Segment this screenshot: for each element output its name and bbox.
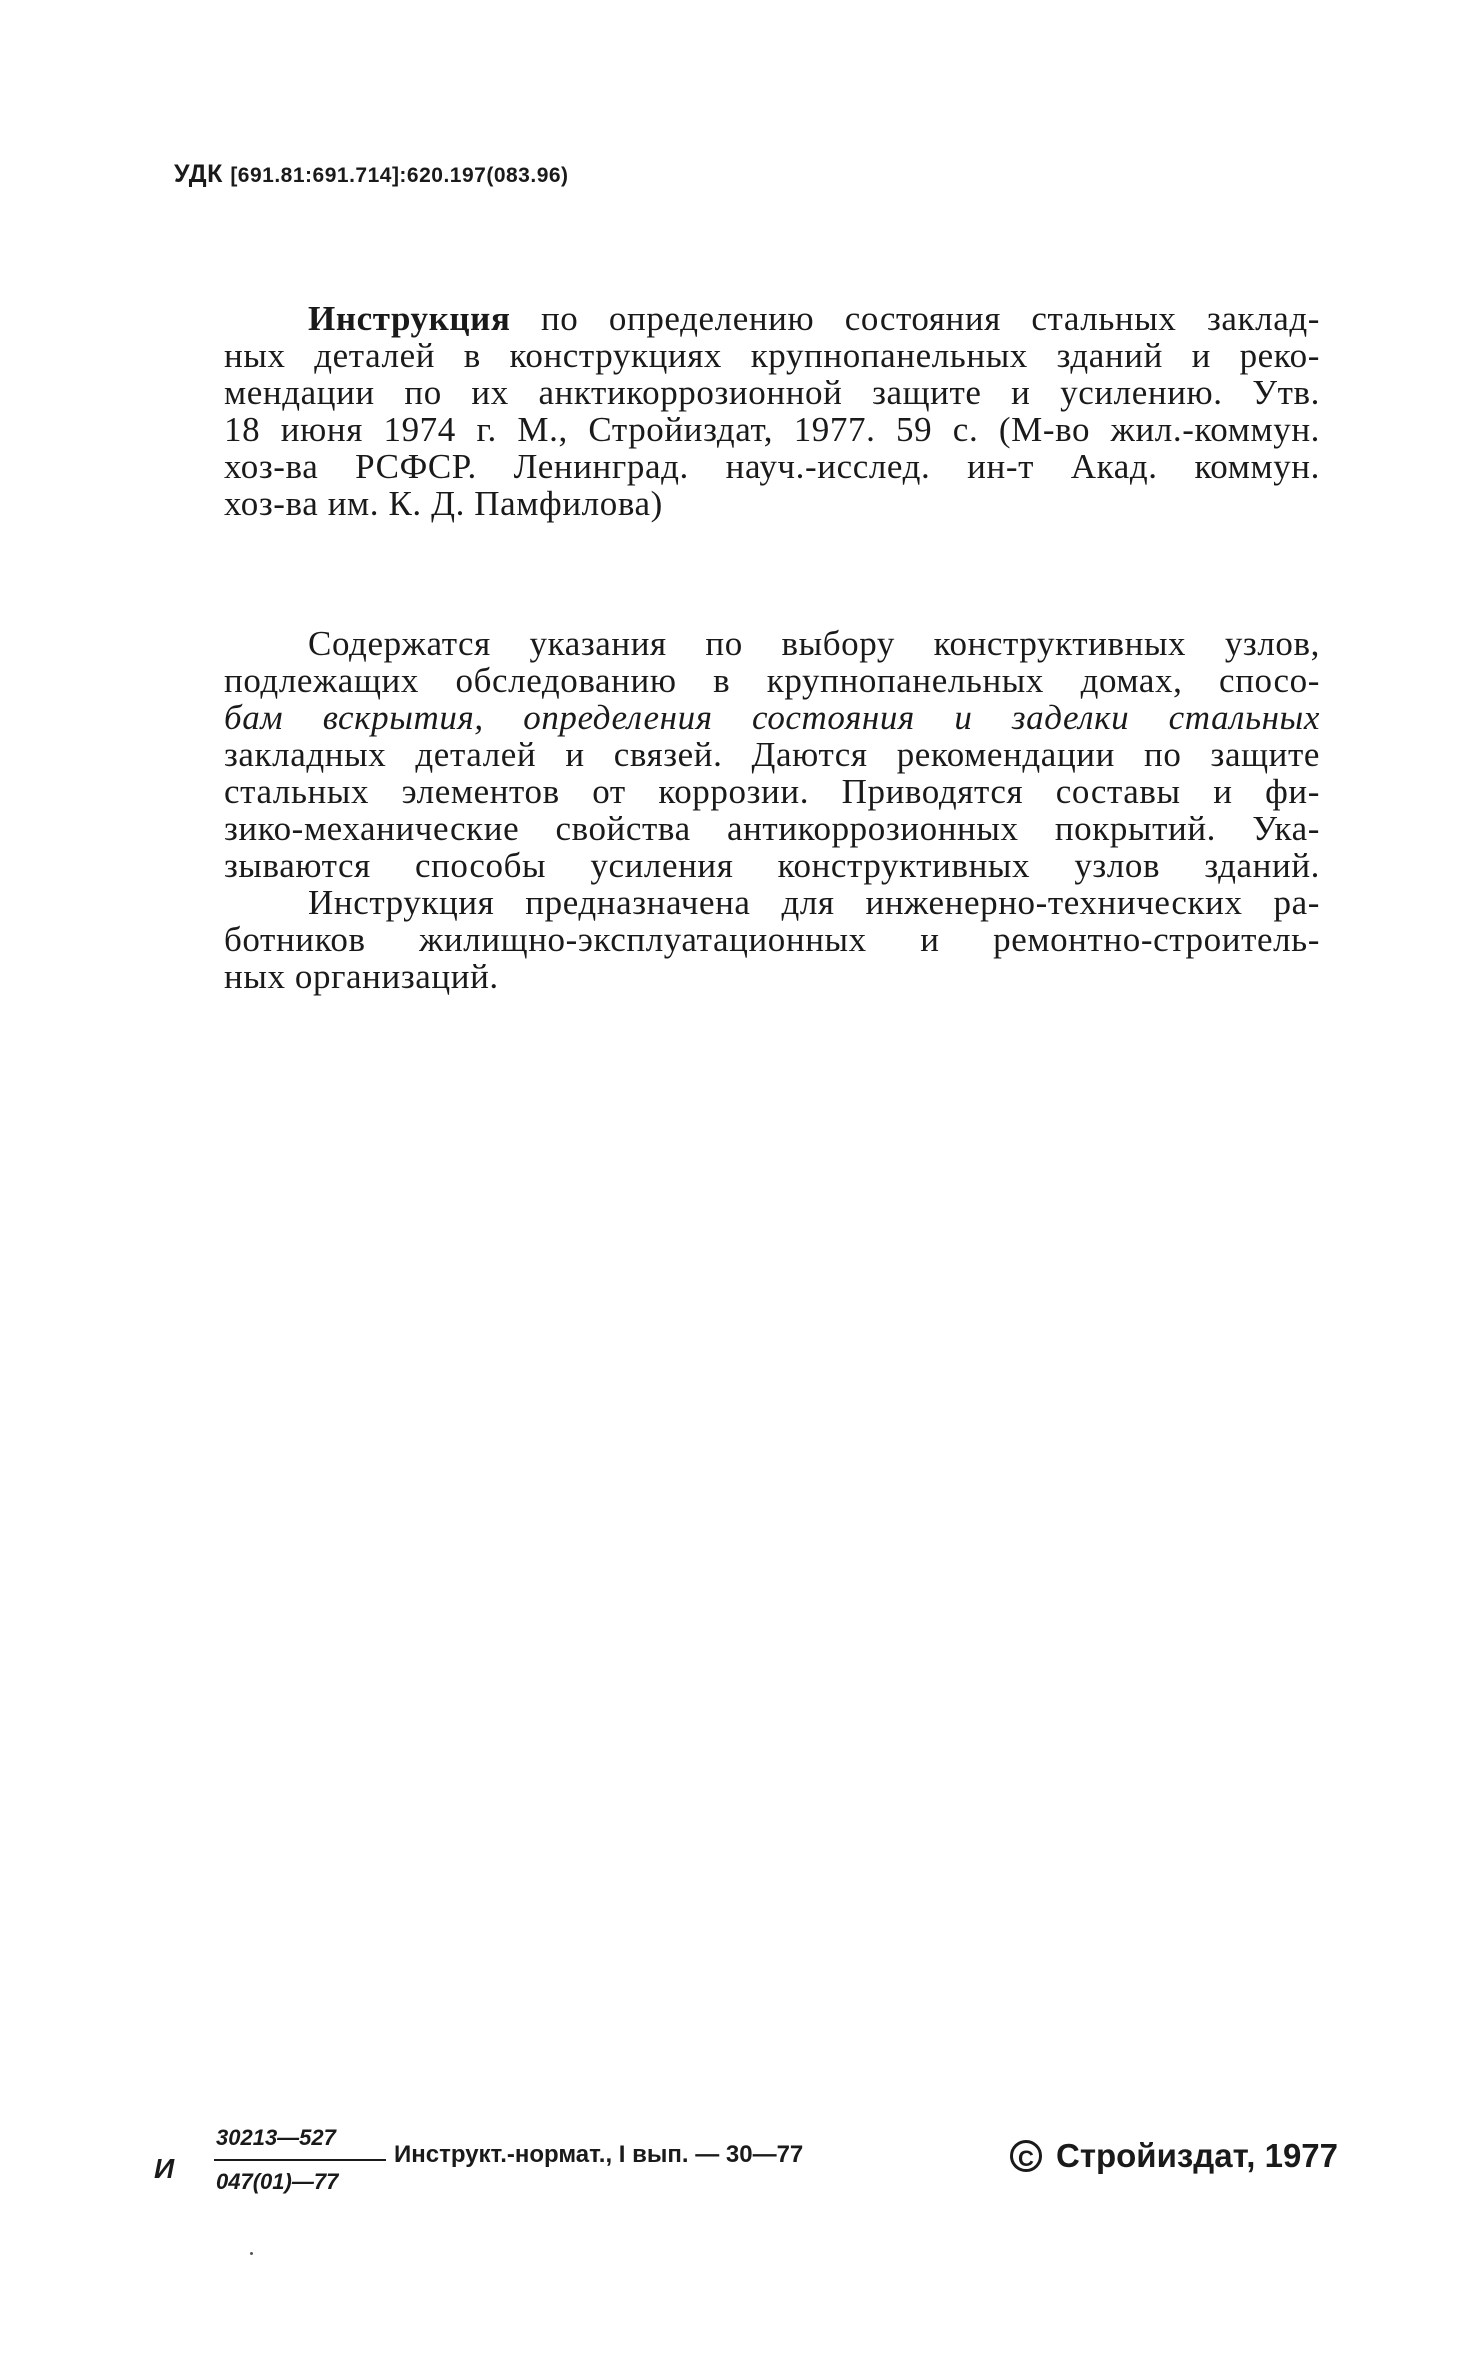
imprint-series: Инструкт.-нормат., I вып. — 30—77: [394, 2141, 804, 2168]
udk-code: [691.81:691.714]:620.197(083.96): [230, 164, 569, 187]
copyright-icon: C: [1010, 2140, 1042, 2172]
bib-line-text: по определению состояния стальных заклад-: [510, 299, 1320, 338]
annotation: [224, 625, 1320, 995]
bibliographic-description: [224, 300, 1320, 522]
annotation-line: закладных деталей и связей. Даются рекомендации по защите: [224, 735, 1320, 774]
annotation-line: ных организаций.: [224, 957, 499, 996]
annotation-line: Инструкция предназначена для инженерно-технических ра-: [308, 883, 1320, 922]
bib-line: хоз-ва РСФСР. Ленинград. науч.-исслед. ин-т Акад. коммун.: [224, 447, 1320, 486]
bib-line: [224, 300, 1320, 337]
copyright-text: Стройиздат, 1977: [1056, 2137, 1339, 2174]
annotation-line: ботников жилищно-эксплуатационных и ремонтно-строитель-: [224, 920, 1320, 959]
annotation-line: бам вскрытия, определения состояния и заделки стальных: [224, 698, 1320, 737]
bib-line: мендации по их анктикоррозионной защите и усилению. Утв.: [224, 373, 1320, 412]
imprint-letter: И: [154, 2153, 175, 2184]
imprint-footer: [132, 2125, 1362, 2215]
bib-title-lead: Инструкция: [308, 299, 511, 338]
imprint-index-denominator: 047(01)—77: [216, 2169, 339, 2194]
udk-label: УДК: [174, 160, 223, 188]
imprint-index-numerator: 30213—527: [214, 2125, 386, 2161]
annotation-line: стальных элементов от коррозии. Приводятся составы и фи-: [224, 772, 1320, 811]
bib-line: 18 июня 1974 г. М., Стройиздат, 1977. 59 с. (М-во жил.-коммун.: [224, 410, 1320, 449]
annotation-line: зываются способы усиления конструктивных узлов зданий.: [224, 846, 1320, 885]
annotation-line: зико-механические свойства антикоррозионных покрытий. Ука-: [224, 809, 1320, 848]
imprint-index-fraction: [214, 2125, 386, 2195]
bib-line: ных деталей в конструкциях крупнопанельных зданий и реко-: [224, 336, 1320, 375]
udk-line: [174, 160, 569, 189]
annotation-line: подлежащих обследованию в крупнопанельных домах, спосо-: [224, 661, 1320, 700]
print-speck: [250, 2252, 253, 2255]
annotation-line: Содержатся указания по выбору конструктивных узлов,: [308, 624, 1320, 663]
bib-line: хоз-ва им. К. Д. Памфилова): [224, 484, 663, 523]
copyright-notice: [1010, 2137, 1338, 2175]
